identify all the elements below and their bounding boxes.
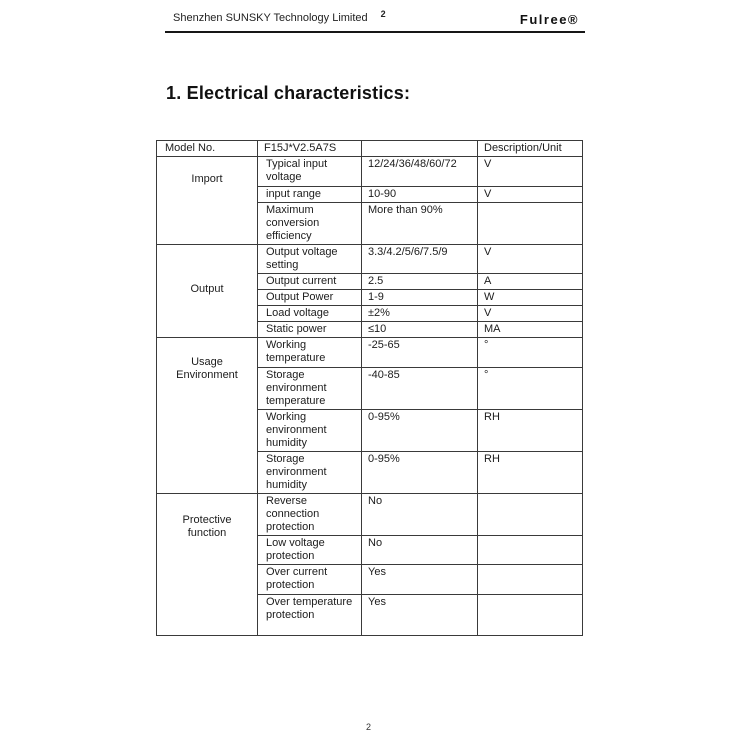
- row-value: 12/24/36/48/60/72: [362, 157, 478, 187]
- company-name: Shenzhen SUNSKY Technology Limited: [173, 12, 368, 24]
- table-header-row: [157, 141, 583, 157]
- row-unit: W: [478, 290, 583, 306]
- row-unit: [478, 565, 583, 595]
- page-title: 1. Electrical characteristics:: [166, 83, 411, 103]
- row-value: No: [362, 494, 478, 536]
- row-value: 10-90: [362, 187, 478, 203]
- row-value: 3.3/4.2/5/6/7.5/9: [362, 245, 478, 274]
- spec-table: [156, 140, 583, 636]
- row-attribute: Storage environment temperature: [258, 368, 362, 410]
- document-header: [165, 9, 585, 33]
- page-number: 2: [366, 722, 372, 732]
- row-unit: [478, 595, 583, 636]
- section-label-usage-environment: Usage Environment: [157, 338, 258, 494]
- row-value: Yes: [362, 595, 478, 636]
- row-attribute: Low voltage protection: [258, 536, 362, 565]
- row-attribute: Storage environment humidity: [258, 452, 362, 494]
- row-value: Yes: [362, 565, 478, 595]
- section-label-output: Output: [157, 245, 258, 338]
- row-unit: V: [478, 306, 583, 322]
- row-attribute: Reverse connection protection: [258, 494, 362, 536]
- row-unit: RH: [478, 410, 583, 452]
- row-unit: V: [478, 187, 583, 203]
- header-cell-model-value: F15J*V2.5A7S: [258, 141, 362, 157]
- row-unit: V: [478, 245, 583, 274]
- row-attribute: Output voltage setting: [258, 245, 362, 274]
- row-value: -40-85: [362, 368, 478, 410]
- row-unit: [478, 203, 583, 245]
- header-cell-empty: [362, 141, 478, 157]
- row-value: 0-95%: [362, 410, 478, 452]
- row-unit: [478, 494, 583, 536]
- table-row: [157, 338, 583, 368]
- row-attribute: Static power: [258, 322, 362, 338]
- row-unit: °: [478, 368, 583, 410]
- brand-name: Fulree®: [519, 12, 579, 27]
- row-attribute: Over temperature protection: [258, 595, 362, 636]
- row-unit: MA: [478, 322, 583, 338]
- table-row: [157, 494, 583, 536]
- section-label-import: Import: [157, 157, 258, 245]
- row-unit: A: [478, 274, 583, 290]
- row-unit: °: [478, 338, 583, 368]
- row-value: -25-65: [362, 338, 478, 368]
- row-attribute: Working environment humidity: [258, 410, 362, 452]
- row-unit: RH: [478, 452, 583, 494]
- row-attribute: Maximum conversion efficiency: [258, 203, 362, 245]
- header-cell-model-no: Model No.: [157, 141, 258, 157]
- row-attribute: Load voltage: [258, 306, 362, 322]
- row-attribute: Working temperature: [258, 338, 362, 368]
- table-row: [157, 245, 583, 274]
- row-attribute: Over current protection: [258, 565, 362, 595]
- header-superscript: 2: [380, 9, 386, 19]
- row-value: 2.5: [362, 274, 478, 290]
- row-unit: V: [478, 157, 583, 187]
- table-row: [157, 157, 583, 187]
- row-value: No: [362, 536, 478, 565]
- row-attribute: input range: [258, 187, 362, 203]
- row-value: ≤10: [362, 322, 478, 338]
- row-value: More than 90%: [362, 203, 478, 245]
- row-attribute: Typical input voltage: [258, 157, 362, 187]
- row-attribute: Output Power: [258, 290, 362, 306]
- row-value: ±2%: [362, 306, 478, 322]
- section-label-protective-function: Protective function: [157, 494, 258, 636]
- row-unit: [478, 536, 583, 565]
- header-cell-description-unit: Description/Unit: [478, 141, 583, 157]
- company-name-line: [165, 9, 386, 24]
- row-value: 1-9: [362, 290, 478, 306]
- row-value: 0-95%: [362, 452, 478, 494]
- row-attribute: Output current: [258, 274, 362, 290]
